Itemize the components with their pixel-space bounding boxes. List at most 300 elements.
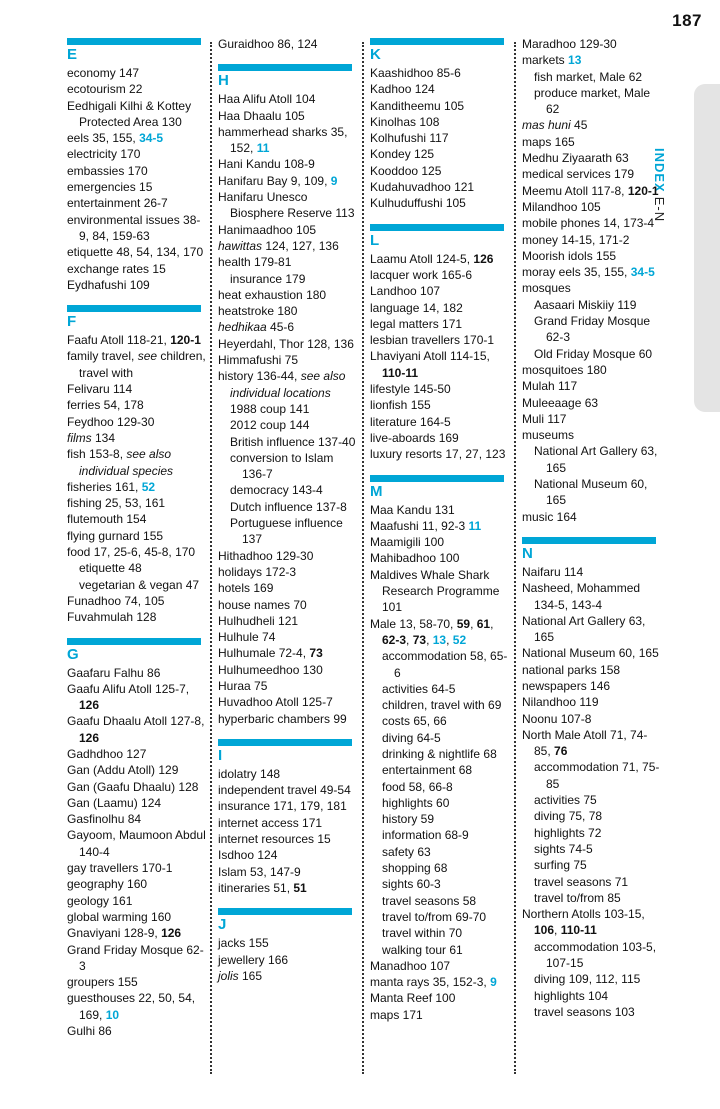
index-subentry: accommodation 71, 75-85 [534, 760, 660, 791]
index-entry: Feydhoo 129-30 [67, 414, 155, 429]
index-entry [67, 446, 209, 479]
entry-text: manta rays 35, 152-3, [370, 975, 491, 990]
index-subentry: travel seasons 58 [382, 893, 477, 908]
entry-text: films [67, 430, 92, 445]
index-entry [67, 681, 209, 714]
index-entry: Gulhi 86 [67, 1024, 112, 1039]
index-entry: Fuvahmulah 128 [67, 610, 157, 625]
index-entry: Hulhumeedhoo 130 [218, 662, 323, 677]
index-entry [218, 124, 360, 157]
index-entry: Eedhigali Kilhi & Kottey Protected Area 130 [67, 98, 192, 129]
page-ref: 34-5 [139, 131, 164, 146]
page-ref: 120-1 [170, 333, 201, 348]
section-letter: L [370, 231, 380, 249]
index-entry: Noonu 107-8 [522, 711, 592, 726]
index-entry: live-aboards 169 [370, 430, 459, 445]
index-subentry: British influence 137-40 [230, 434, 356, 449]
index-entry [522, 906, 664, 939]
entry-text: moray eels 35, 155, [522, 265, 631, 280]
section-bar [370, 224, 504, 231]
index-column-2 [218, 36, 360, 984]
page-ref: 126 [79, 730, 100, 745]
index-subentry: National Art Gallery 63, 165 [534, 444, 658, 475]
index-entry: Naifaru 114 [522, 564, 584, 579]
index-subentry: safety 63 [382, 844, 431, 859]
index-entry: Heyerdahl, Thor 128, 136 [218, 336, 354, 351]
index-subentry: accommodation 58, 65-6 [382, 649, 508, 680]
index-subentry: diving 109, 112, 115 [534, 972, 641, 987]
index-entry [218, 968, 360, 984]
index-entry [67, 348, 209, 381]
index-entry [370, 348, 512, 381]
index-entry: Grand Friday Mosque 62-3 [67, 942, 204, 973]
page-ref: 11 [256, 141, 270, 156]
column-divider [514, 42, 516, 1074]
entry-text: mas huni [522, 118, 571, 133]
entry-text: see also individual locations [230, 369, 346, 400]
entry-text: history 136-44, [218, 369, 301, 384]
index-entry: embassies 170 [67, 163, 148, 178]
index-entry: etiquette 48, 54, 134, 170 [67, 245, 204, 260]
index-entry [218, 319, 360, 335]
index-entry: Maldives Whale Shark Research Programme 101 [370, 567, 500, 615]
index-entry: mobile phones 14, 173-4 [522, 216, 655, 231]
index-entry: Maamigili 100 [370, 535, 445, 550]
entry-text: itineraries 51, [218, 880, 294, 895]
index-entry: medical services 179 [522, 167, 635, 182]
index-entry: internet access 171 [218, 815, 323, 830]
section-bar [522, 537, 656, 544]
index-subentry: children, travel with 69 [382, 698, 502, 713]
index-entry: music 164 [522, 509, 577, 524]
entry-text: see [137, 349, 158, 364]
index-entry: Mahibadhoo 100 [370, 551, 460, 566]
index-subentry: fish market, Male 62 [534, 69, 643, 84]
entry-text: Male 13, 58-70, [370, 616, 457, 631]
section-letter: G [67, 645, 79, 663]
entry-text: fisheries 161, [67, 479, 142, 494]
index-entry: geography 160 [67, 877, 148, 892]
entry-text: , [470, 616, 477, 631]
column-divider [362, 42, 364, 1074]
index-entry: global warming 160 [67, 909, 172, 924]
section-heading-i [218, 739, 360, 765]
entry-text: , [554, 923, 561, 938]
entry-text: markets [522, 53, 569, 68]
index-entry [522, 264, 664, 280]
index-entry: Gayoom, Maumoon Abdul 140-4 [67, 828, 206, 859]
index-entry [370, 518, 512, 534]
index-entry [67, 332, 209, 348]
index-entry: independent travel 49-54 [218, 783, 351, 798]
index-entry: insurance 171, 179, 181 [218, 799, 347, 814]
index-entry: Manadhoo 107 [370, 958, 451, 973]
section-bar [218, 739, 352, 746]
index-entry: maps 171 [370, 1007, 423, 1022]
entry-text: Maafushi 11, 92-3 [370, 518, 469, 533]
index-entry: money 14-15, 171-2 [522, 232, 630, 247]
index-entry: Kooddoo 125 [370, 163, 442, 178]
entry-text: hammerhead sharks 35, 152, [218, 124, 348, 156]
page-ref: 62-3 [382, 632, 407, 647]
index-entry: mosques [522, 281, 571, 296]
entry-text: hedhikaa [218, 320, 267, 335]
index-entry: environmental issues 38-9, 84, 159-63 [67, 212, 201, 243]
section-bar [67, 638, 201, 645]
section-letter: F [67, 313, 77, 331]
index-subentry: Aasaari Miskiiy 119 [534, 297, 637, 312]
index-entry: maps 165 [522, 134, 575, 149]
page-ref: 110-11 [560, 923, 597, 938]
index-entry: Moorish idols 155 [522, 248, 617, 263]
index-entry: Felivaru 114 [67, 382, 133, 397]
index-entry [67, 990, 209, 1023]
section-heading-j [218, 908, 360, 934]
page-ref: 13 [432, 632, 447, 647]
index-subentry: etiquette 48 [79, 561, 142, 576]
index-subentry: walking tour 61 [382, 942, 463, 957]
section-bar [370, 475, 504, 482]
index-subentry: drinking & nightlife 68 [382, 746, 497, 761]
entry-text: eels 35, 155, [67, 131, 140, 146]
index-entry: Gan (Laamu) 124 [67, 795, 162, 810]
entry-text: Gnaviyani 128-9, [67, 926, 162, 941]
page-ref: 106 [534, 923, 555, 938]
index-subentry: highlights 104 [534, 988, 609, 1003]
section-letter: H [218, 72, 229, 90]
index-entry: Muleeaage 63 [522, 395, 599, 410]
section-bar [218, 64, 352, 71]
index-subentry: activities 64-5 [382, 681, 456, 696]
page-ref: 126 [161, 926, 182, 941]
index-entry: lacquer work 165-6 [370, 267, 473, 282]
entry-text: Faafu Atoll 118-21, [67, 333, 171, 348]
index-column-1 [67, 36, 209, 1039]
index-subentry: travel to/from 69-70 [382, 909, 487, 924]
index-entry: language 14, 182 [370, 300, 463, 315]
index-entry: legal matters 171 [370, 316, 463, 331]
entry-text: , [406, 632, 413, 647]
entry-text: 45-6 [266, 320, 295, 335]
index-entry: Medhu Ziyaarath 63 [522, 151, 629, 166]
index-entry: house names 70 [218, 597, 307, 612]
index-subentry: sights 60-3 [382, 877, 441, 892]
index-entry: heat exhaustion 180 [218, 287, 327, 302]
index-entry: Kanditheemu 105 [370, 98, 465, 113]
index-subentry: activities 75 [534, 793, 597, 808]
section-bar [218, 908, 352, 915]
index-entry: Isdhoo 124 [218, 848, 278, 863]
page-ref: 52 [141, 479, 156, 494]
index-entry [67, 713, 209, 746]
index-subentry: surfing 75 [534, 858, 587, 873]
index-entry: hyperbaric chambers 99 [218, 711, 347, 726]
entry-text: Hanifaru Bay 9, 109, [218, 173, 331, 188]
page-ref: 120-1 [627, 183, 659, 198]
index-entry [370, 251, 512, 267]
index-entry: Hanimaadhoo 105 [218, 222, 317, 237]
page-ref: 9 [330, 173, 338, 188]
index-entry: groupers 155 [67, 975, 138, 990]
entry-text: family travel, [67, 349, 138, 364]
page-ref: 73 [412, 632, 427, 647]
index-entry [218, 368, 360, 401]
page-ref: 34-5 [630, 265, 655, 280]
page-ref: 76 [554, 744, 568, 759]
section-bar [67, 305, 201, 312]
index-entry: Kolhufushi 117 [370, 131, 449, 146]
index-entry [370, 974, 512, 990]
index-entry: mosquitoes 180 [522, 362, 607, 377]
index-entry: Maradhoo 129-30 [522, 37, 617, 51]
index-entry: Kudahuvadhoo 121 [370, 180, 475, 195]
index-entry: Eydhafushi 109 [67, 277, 150, 292]
entry-text: fish 153-8, [67, 447, 127, 462]
section-heading-h [218, 64, 360, 90]
index-entry [370, 616, 512, 649]
index-subentry: diving 75, 78 [534, 809, 603, 824]
section-heading-m [370, 475, 512, 501]
index-entry: Milandhoo 105 [522, 199, 601, 214]
index-entry: Mulah 117 [522, 379, 578, 394]
index-column-3 [370, 36, 512, 1023]
side-tab-index: INDEX [652, 148, 667, 193]
index-entry: idolatry 148 [218, 766, 281, 781]
index-entry [522, 183, 664, 199]
section-heading-g [67, 638, 209, 664]
index-entry: flying gurnard 155 [67, 528, 164, 543]
page-ref: 110-11 [382, 365, 419, 380]
index-entry: hotels 169 [218, 581, 274, 596]
index-entry: Gaafaru Falhu 86 [67, 665, 161, 680]
page-ref: 10 [105, 1007, 120, 1022]
index-entry: Haa Alifu Atoll 104 [218, 92, 316, 107]
column-divider [210, 42, 212, 1074]
page-ref: 11 [468, 518, 482, 533]
index-entry: holidays 172-3 [218, 564, 297, 579]
index-entry: ferries 54, 178 [67, 398, 144, 413]
entry-text: see also individual species [79, 447, 174, 478]
page-ref: 52 [452, 632, 467, 647]
index-entry: Hani Kandu 108-9 [218, 157, 315, 172]
index-entry [218, 880, 360, 896]
index-entry: internet resources 15 [218, 832, 331, 847]
index-entry [67, 925, 209, 941]
section-heading-l [370, 224, 512, 250]
index-entry [67, 130, 209, 146]
index-subentry: costs 65, 66 [382, 714, 447, 729]
index-entry: emergencies 15 [67, 180, 153, 195]
section-letter: E [67, 46, 78, 63]
index-entry: Haa Dhaalu 105 [218, 108, 305, 123]
index-subentry: travel to/from 85 [534, 890, 621, 905]
index-subentry: Old Friday Mosque 60 [534, 346, 653, 361]
index-subentry: shopping 68 [382, 861, 448, 876]
index-entry: Islam 53, 147-9 [218, 864, 301, 879]
page-ref: 59 [456, 616, 471, 631]
index-entry [218, 238, 360, 254]
section-letter: N [522, 544, 533, 562]
index-entry: National Museum 60, 165 [522, 646, 659, 661]
index-entry: Maa Kandu 131 [370, 502, 455, 517]
index-entry: Nasheed, Mohammed 134-5, 143-4 [522, 581, 641, 612]
index-entry: fishing 25, 53, 161 [67, 496, 166, 511]
index-subentry: entertainment 68 [382, 763, 473, 778]
page-ref: 126 [79, 698, 100, 713]
index-entry [522, 52, 664, 68]
index-entry: flutemouth 154 [67, 512, 147, 527]
index-entry: Hulhule 74 [218, 630, 276, 645]
index-entry: Kadhoo 124 [370, 82, 435, 97]
index-entry: Kaashidhoo 85-6 [370, 66, 461, 80]
entry-text: Gaafu Dhaalu Atoll 127-8, [67, 714, 205, 729]
index-subentry: sights 74-5 [534, 841, 593, 856]
index-subentry: accommodation 103-5, 107-15 [534, 939, 657, 971]
section-letter: I [218, 746, 223, 764]
page-ref: 9 [490, 975, 497, 990]
index-subentry: Portuguese influence 137 [230, 516, 343, 547]
entry-text: 124, 127, 136 [262, 238, 339, 253]
index-entry [522, 727, 664, 760]
section-heading-e [67, 38, 209, 64]
index-entry [67, 430, 209, 446]
index-entry: museums [522, 428, 575, 443]
index-entry: Huvadhoo Atoll 125-7 [218, 695, 333, 710]
index-entry: newspapers 146 [522, 678, 611, 693]
index-subentry: Grand Friday Mosque 62-3 [534, 314, 651, 345]
index-subentry: diving 64-5 [382, 730, 441, 745]
index-entry: Huraa 75 [218, 678, 268, 693]
entry-text: 134 [91, 430, 116, 445]
side-thumb-tab [694, 84, 720, 412]
entry-text: North Male Atoll 71, 74-85, [522, 727, 648, 759]
index-entry: Himmafushi 75 [218, 353, 299, 368]
index-entry: literature 164-5 [370, 414, 451, 429]
section-letter: K [370, 46, 381, 63]
entry-text: children, travel with [79, 349, 206, 380]
index-subentry: travel seasons 103 [534, 1004, 635, 1019]
index-entry: Nilandhoo 119 [522, 695, 599, 710]
index-entry: national parks 158 [522, 662, 621, 677]
index-subentry: vegetarian & vegan 47 [79, 577, 200, 592]
index-column-4 [522, 36, 664, 1020]
index-subentry: conversion to Islam 136-7 [230, 450, 334, 482]
index-entry: Landhoo 107 [370, 284, 441, 299]
index-entry [218, 645, 360, 661]
entry-text: jolis [218, 968, 239, 983]
page-ref: 61 [476, 616, 491, 631]
entry-text: , [490, 616, 494, 631]
side-tab-range: E-N [652, 196, 667, 223]
page-ref: 51 [293, 880, 307, 895]
index-entry: luxury resorts 17, 27, 123 [370, 447, 506, 462]
index-entry: Hulhudheli 121 [218, 613, 299, 628]
entry-text: Laamu Atoll 124-5, [370, 251, 474, 266]
index-entry: Gasfinolhu 84 [67, 812, 142, 827]
entry-text: Lhaviyani Atoll 114-15, [370, 349, 490, 364]
entry-text: , [426, 632, 433, 647]
index-entry: lesbian travellers 170-1 [370, 333, 495, 348]
entry-text: 165 [238, 968, 263, 983]
index-subentry: 2012 coup 144 [230, 418, 310, 433]
index-entry: lifestyle 145-50 [370, 382, 451, 397]
index-entry: Gan (Addu Atoll) 129 [67, 763, 179, 778]
entry-text: Northern Atolls 103-15, [522, 907, 645, 922]
index-entry: Kondey 125 [370, 147, 435, 162]
index-entry: jewellery 166 [218, 952, 289, 967]
index-entry: health 179-81 [218, 255, 292, 270]
index-subentry: travel within 70 [382, 926, 463, 941]
index-subentry: democracy 143-4 [230, 483, 323, 498]
index-entry: Hanifaru Unesco Biosphere Reserve 113 [218, 190, 355, 221]
page-ref: 126 [473, 251, 494, 266]
section-heading-n [522, 537, 664, 563]
index-subentry: highlights 72 [534, 825, 602, 840]
section-bar [67, 38, 201, 45]
section-bar [370, 38, 504, 45]
index-entry: gay travellers 170-1 [67, 861, 173, 876]
entry-text: 45 [570, 118, 588, 133]
index-subentry: food 58, 66-8 [382, 779, 453, 794]
section-heading-k [370, 38, 512, 64]
index-entry: Muli 117 [522, 411, 567, 426]
entry-text: , [446, 632, 453, 647]
entry-text: Hulhumale 72-4, [218, 646, 310, 661]
index-entry: heatstroke 180 [218, 304, 298, 319]
section-heading-f [67, 305, 209, 331]
index-entry: economy 147 [67, 66, 140, 80]
index-subentry: travel seasons 71 [534, 874, 629, 889]
index-subentry: National Museum 60, 165 [534, 477, 648, 508]
entry-text: hawittas [218, 238, 263, 253]
index-subentry: Dutch influence 137-8 [230, 499, 347, 514]
index-entry: ecotourism 22 [67, 82, 143, 97]
index-entry: Kulhuduffushi 105 [370, 196, 466, 211]
index-entry [67, 479, 209, 495]
index-entry: electricity 170 [67, 147, 141, 162]
index-entry: Funadhoo 74, 105 [67, 593, 165, 608]
entry-text: guesthouses 22, 50, 54, 169, [67, 991, 196, 1022]
index-entry: lionfish 155 [370, 398, 431, 413]
index-entry: exchange rates 15 [67, 261, 166, 276]
index-subentry: history 59 [382, 812, 435, 827]
index-entry: food 17, 25-6, 45-8, 170 [67, 545, 196, 560]
index-entry: National Art Gallery 63, 165 [522, 613, 646, 645]
index-subentry: 1988 coup 141 [230, 401, 310, 416]
entry-text: Gaafu Alifu Atoll 125-7, [67, 681, 190, 696]
index-entry: Gan (Gaafu Dhaalu) 128 [67, 779, 199, 794]
index-entry: entertainment 26-7 [67, 196, 168, 211]
index-entry: Kinolhas 108 [370, 114, 440, 129]
entry-text: Meemu Atoll 117-8, [522, 183, 628, 198]
section-letter: M [370, 482, 383, 500]
index-entry: Gadhdhoo 127 [67, 746, 147, 761]
index-entry [218, 173, 360, 189]
index-entry: geology 161 [67, 893, 133, 908]
index-subentry: insurance 179 [230, 271, 306, 286]
index-entry: Hithadhoo 129-30 [218, 548, 314, 563]
index-subentry: produce market, Male 62 [534, 85, 651, 117]
index-entry: jacks 155 [218, 936, 269, 951]
index-entry: Guraidhoo 86, 124 [218, 37, 318, 51]
page-ref: 13 [568, 53, 582, 68]
index-subentry: highlights 60 [382, 795, 450, 810]
section-letter: J [218, 916, 227, 934]
index-entry: Manta Reef 100 [370, 991, 456, 1006]
index-subentry: information 68-9 [382, 828, 469, 843]
index-entry [522, 117, 664, 133]
page-ref: 73 [309, 646, 323, 661]
